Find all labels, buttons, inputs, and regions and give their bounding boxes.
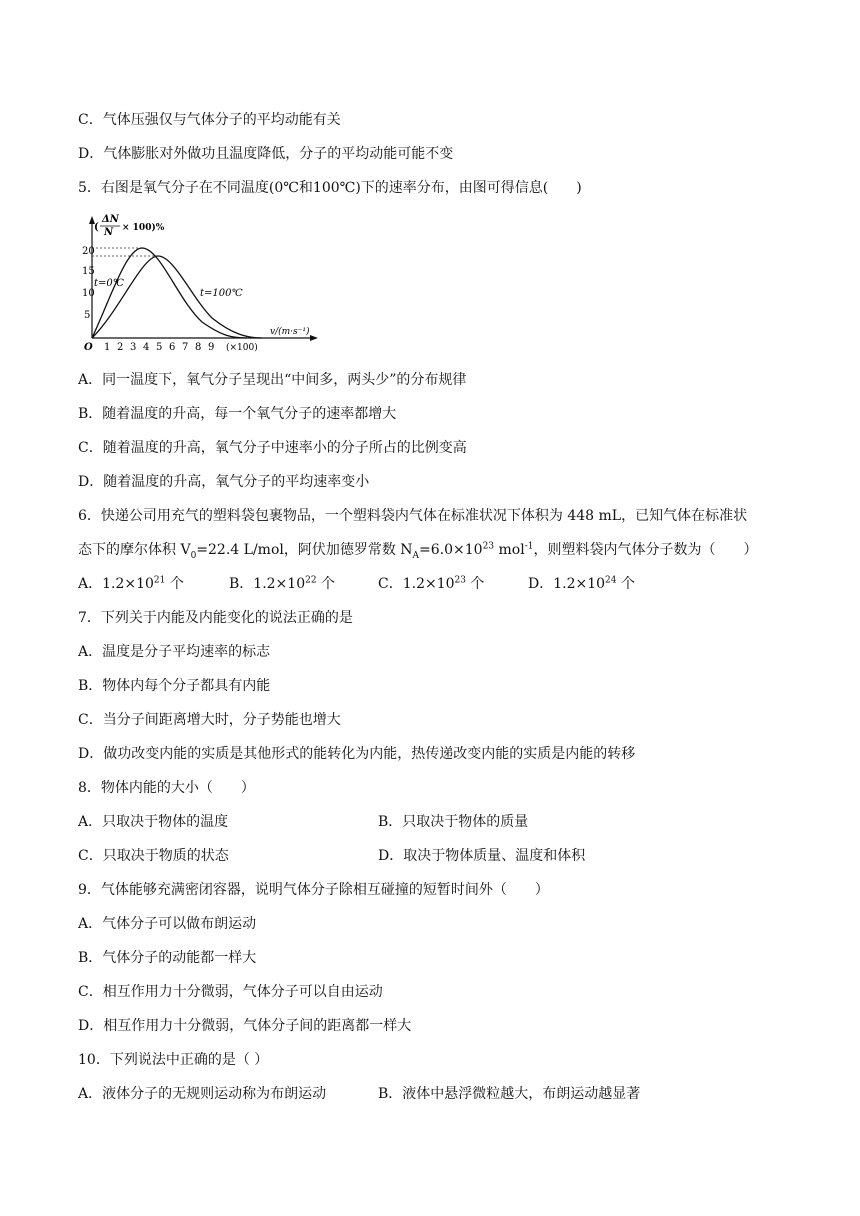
q7-option-d: D．做功改变内能的实质是其他形式的能转化为内能，热传递改变内能的实质是内能的转移 (78, 746, 636, 762)
x-axis-arrow (310, 335, 318, 341)
y-tick: 15 (82, 266, 95, 277)
y-axis-label-top: ΔN (102, 214, 119, 225)
q8-option-a: A．只取决于物体的温度 (78, 814, 229, 830)
x-tick: 2 (117, 342, 124, 353)
x-unit-label: (×100) (226, 343, 258, 353)
q8-option-b: B．只取决于物体的质量 (378, 814, 529, 830)
q6-option-a: A．$1.2\times 10^{21}$ 个 (78, 575, 184, 592)
x-tick: 3 (130, 342, 137, 353)
q7-option-a: A．温度是分子平均速率的标志 (78, 644, 271, 660)
q5-option-c: C．随着温度的升高，氧气分子中速率小的分子所占的比例变高 (78, 440, 467, 456)
curve-100c-label: t=100℃ (200, 288, 243, 299)
q8-option-c: C．只取决于物质的状态 (78, 848, 229, 864)
q9-option-d: D．相互作用力十分微弱，气体分子间的距离都一样大 (78, 1018, 412, 1034)
x-tick: 8 (195, 342, 202, 353)
q8-option-d: D．取决于物体质量、温度和体积 (378, 848, 586, 864)
q10-stem: 10．下列说法中正确的是（ ） (78, 1052, 269, 1068)
curve-0c-label: t=0℃ (94, 278, 124, 289)
q6-option-b: B．$1.2\times 10^{22}$ 个 (229, 575, 336, 592)
q9-option-b: B．气体分子的动能都一样大 (78, 950, 257, 966)
x-tick: 5 (156, 342, 163, 353)
svg-text:(: ( (94, 222, 99, 233)
q4-option-d: D．气体膨胀对外做功且温度降低，分子的平均动能可能不变 (78, 146, 454, 162)
y-tick: 5 (84, 310, 91, 321)
q9-option-a: A．气体分子可以做布朗运动 (78, 916, 257, 932)
q5-option-d: D．随着温度的升高，氧气分子的平均速率变小 (78, 474, 370, 490)
y-tick: 10 (82, 288, 95, 299)
speed-distribution-figure (82, 210, 326, 358)
svg-text:N: N (104, 227, 114, 238)
q6-stem-line1: 6．快递公司用充气的塑料袋包裹物品，一个塑料袋内气体在标准状况下体积为 448 mL，已知气体在标准状 (78, 508, 748, 524)
x-axis-label: v/(m·s⁻¹) (270, 327, 310, 337)
y-tick: 20 (82, 246, 95, 257)
q7-stem: 7．下列关于内能及内能变化的说法正确的是 (78, 610, 353, 626)
q9-stem: 9．气体能够充满密闭容器，说明气体分子除相互碰撞的短暂时间外（ ） (78, 882, 549, 898)
q8-stem: 8．物体内能的大小（ ） (78, 780, 255, 796)
x-tick: 4 (143, 342, 150, 353)
speed-distribution-graph (82, 210, 326, 358)
q5-option-a: A．同一温度下，氧气分子呈现出“中间多，两头少”的分布规律 (78, 372, 467, 388)
origin-label: O (84, 342, 93, 353)
q5-stem: 5．右图是氧气分子在不同温度(0℃和100℃)下的速率分布，由图可得信息( ) (78, 180, 582, 196)
q7-option-b: B．物体内每个分子都具有内能 (78, 678, 271, 694)
q5-option-b: B．随着温度的升高，每一个氧气分子的速率都增大 (78, 406, 397, 422)
q4-option-c: C．气体压强仅与气体分子的平均动能有关 (78, 112, 341, 128)
x-tick: 7 (182, 342, 189, 353)
q7-option-c: C．当分子间距离增大时，分子势能也增大 (78, 712, 341, 728)
y-axis-label-rest: × 100)% (122, 223, 165, 233)
x-tick: 1 (104, 342, 111, 353)
q10-option-a: A．液体分子的无规则运动称为布朗运动 (78, 1086, 327, 1102)
x-tick: 6 (169, 342, 176, 353)
q10-option-b: B．液体中悬浮微粒越大，布朗运动越显著 (378, 1086, 641, 1102)
q6-option-c: C．$1.2\times 10^{23}$ 个 (378, 575, 485, 592)
q6-option-d: D．$1.2\times 10^{24}$ 个 (528, 575, 635, 592)
x-tick: 9 (208, 342, 215, 353)
q9-option-c: C．相互作用力十分微弱，气体分子可以自由运动 (78, 984, 383, 1000)
q6-stem-line2: 态下的摩尔体积 $V_0=22.4$ L/mol，阿伏加德罗常数 $N_A=6.0\times 10^{23}$ mol$^{-1}$，则塑料袋内气体分子数为（ ） (78, 541, 758, 561)
